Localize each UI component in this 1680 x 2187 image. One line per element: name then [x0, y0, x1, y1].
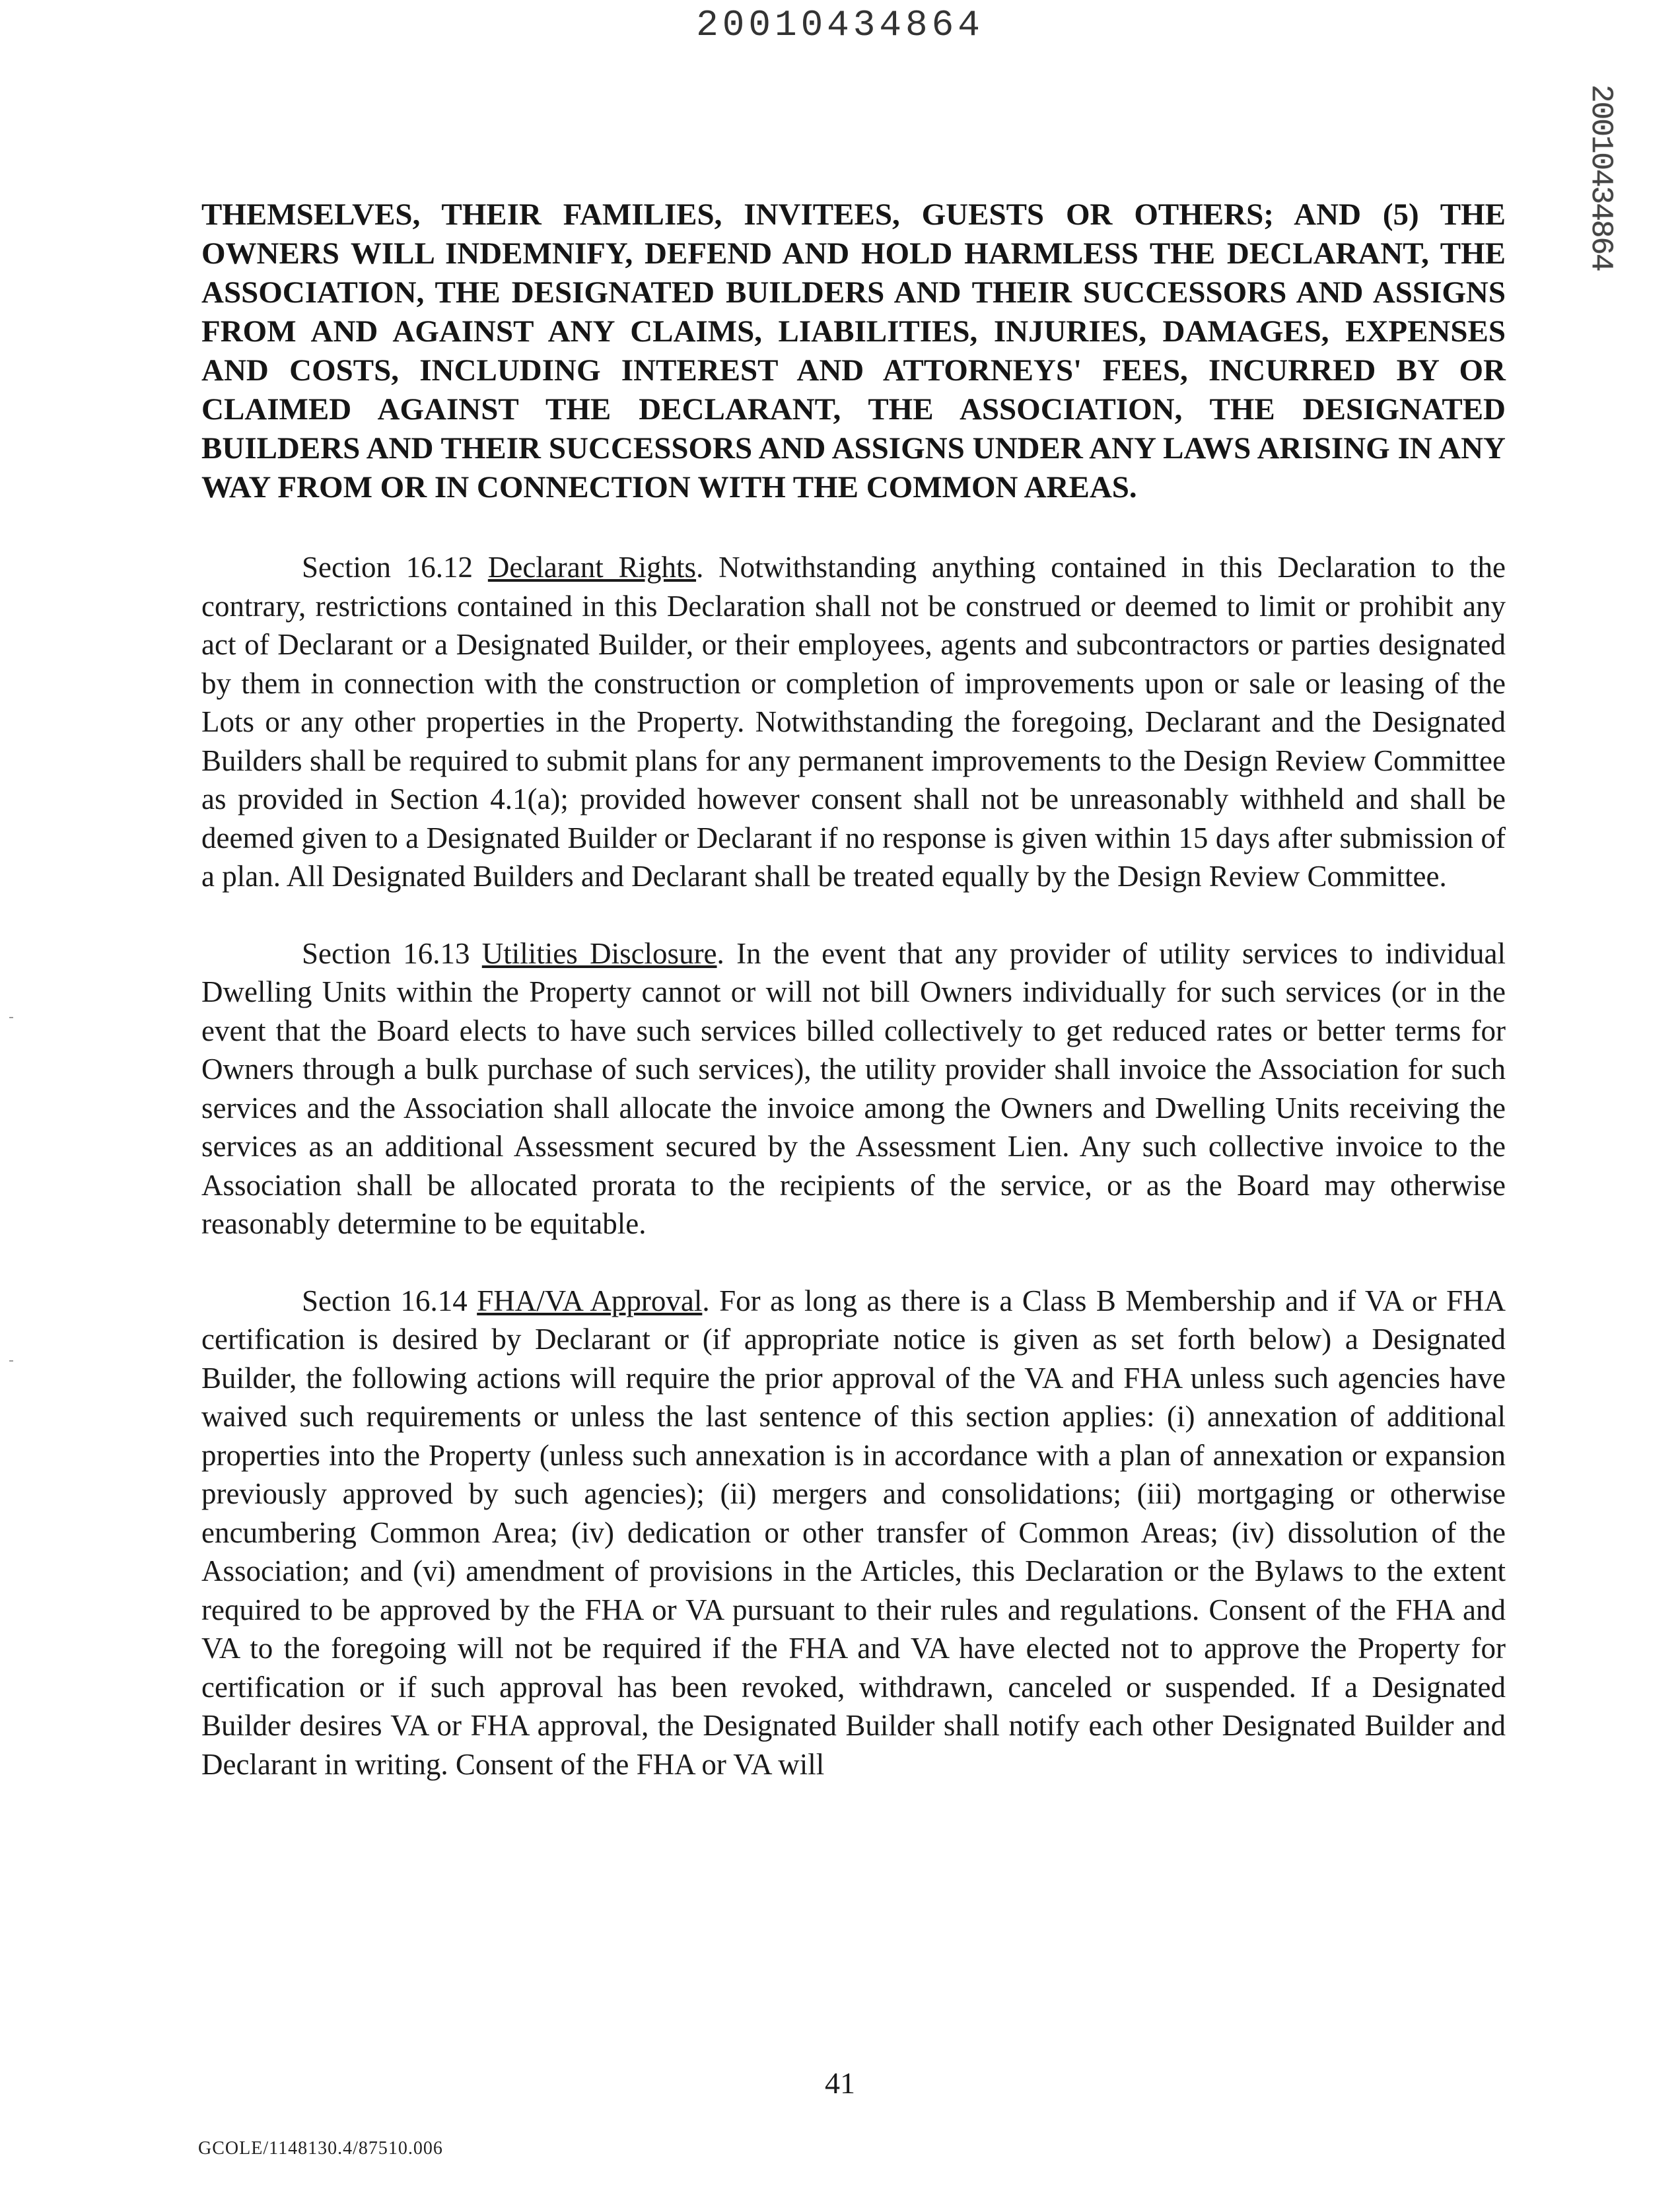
margin-tick — [9, 1360, 13, 1362]
section-title: Declarant Rights — [487, 551, 697, 584]
section-number: Section 16.14 — [302, 1284, 468, 1317]
page-body — [201, 195, 1506, 1784]
vertical-stamp — [1578, 79, 1658, 317]
section-number: Section 16.13 — [302, 936, 470, 970]
section-16-13-paragraph: Section 16.13 Utilities Disclosure. In the event that any provider of utility services to individual Dwelling Units within the Property cannot or will not bill Owners individually for such services (or in the event that the Board elects to have such services billed collectively to get reduced rates or better terms for Owners through a bulk purchase of such services), the utility provider shall invoice the Association for such services and the Association shall allocate the invoice among the Owners and Dwelling Units receiving the services as an additional Assessment secured by the Assessment Lien. Any such collective invoice to the Association shall be allocated prorata to the recipients of the service, or as the Board may otherwise reasonably determine to be equitable. — [201, 936, 1506, 1240]
section-16-14-paragraph: Section 16.14 FHA/VA Approval. For as long as there is a Class B Membership and if VA or FHA certification is desired by Declarant or (if appropriate notice is given as set forth below) a Designated Builder, the following actions will require the prior approval of the VA and FHA unless such agencies have waived such requirements or unless the last sentence of this section applies: (i) annexation of additional properties into the Property (unless such annexation is in accordance with a plan of annexation or expansion previously approved by such agencies); (ii) mergers and consolidations; (iii) mortgaging or otherwise encumbering Common Area; (iv) dedication or other transfer of Common Areas; (iv) dissolution of the Association; and (vi) amendment of provisions in the Articles, this Declaration or the Bylaws to the extent required to be approved by the FHA or VA pursuant to their rules and regulations. Consent of the FHA and VA to the foregoing will not be required if the FHA and VA have elected not to approve the Property for certification or if such approval has been revoked, withdrawn, canceled or suspended. If a Designated Builder desires VA or FHA approval, the Designated Builder shall notify each other Designated Builder and Declarant in writing. Consent of the FHA or VA will — [201, 1284, 1506, 1781]
section-text: Notwithstanding anything contained in this Declaration to the contrary, restrictions contained in this Declaration shall not be construed or deemed to limit or prohibit any act of Declarant or a Designated Builder, or their employees, agents and subcontractors or parties designated by them in connection with the construction or completion of improvements upon or sale or leasing of the Lots or any other properties in the Property. Notwithstanding the foregoing, Declarant and the Designated Builders shall be required to submit plans for any permanent improvements to the Design Review Committee as provided in Section 4.1(a); provided however consent shall not be unreasonably withheld and shall be deemed given to a Designated Builder or Declarant if no response is given within 15 days after submission of a plan. All Designated Builders and Declarant shall be treated equally by the Design Review Committee. — [201, 551, 1506, 893]
indemnity-caps-paragraph: THEMSELVES, THEIR FAMILIES, INVITEES, GUESTS OR OTHERS; AND (5) THE OWNERS WILL INDEMNIFY, DEFEND AND HOLD HARMLESS THE DECLARANT, THE ASSOCIATION, THE DESIGNATED BUILDERS AND THEIR SUCCESSORS AND ASSIGNS FROM AND AGAINST ANY CLAIMS, LIABILITIES, INJURIES, DAMAGES, EXPENSES AND COSTS, INCLUDING INTEREST AND ATTORNEYS' FEES, INCURRED BY OR CLAIMED AGAINST THE DECLARANT, THE ASSOCIATION, THE DESIGNATED BUILDERS AND THEIR SUCCESSORS AND ASSIGNS UNDER ANY LAWS ARISING IN ANY WAY FROM OR IN CONNECTION WITH THE COMMON AREAS. — [201, 197, 1506, 504]
page-number: 41 — [825, 2066, 855, 2100]
section-text: For as long as there is a Class B Membership and if VA or FHA certification is desired by Declarant or (if appropriate notice is given as set forth below) a Designated Builder, the following actions will require the prior approval of the VA and FHA unless such agencies have waived such requirements or unless the last sentence of this section applies: (i) annexation of additional properties into the Property (unless such annexation is in accordance with a plan of annexation or expansion previously approved by such agencies); (ii) mergers and consolidations; (iii) mortgaging or otherwise encumbering Common Area; (iv) dedication or other transfer of Common Areas; (iv) dissolution of the Association; and (vi) amendment of provisions in the Articles, this Declaration or the Bylaws to the extent required to be approved by the FHA or VA pursuant to their rules and regulations. Consent of the FHA and VA to the foregoing will not be required if the FHA and VA have elected not to approve the Property for certification or if such approval has been revoked, withdrawn, canceled or suspended. If a Designated Builder desires VA or FHA approval, the Designated Builder shall notify each other Designated Builder and Declarant in writing. Consent of the FHA or VA will — [201, 1284, 1506, 1781]
section-title: FHA/VA Approval — [477, 1284, 703, 1317]
margin-tick — [9, 1017, 13, 1018]
footer-file-code: GCOLE/1148130.4/87510.006 — [198, 2138, 443, 2159]
section-number: Section 16.12 — [302, 551, 473, 584]
document-number: 20010434864 — [696, 4, 984, 46]
section-text: In the event that any provider of utility services to individual Dwelling Units within the Property cannot or will not bill Owners individually for such services (or in the event that the Board elects to have such services billed collectively to get reduced rates or better terms for Owners through a bulk purchase of such services), the utility provider shall invoice the Association for such services and the Association shall allocate the invoice among the Owners and Dwelling Units receiving the services as an additional Assessment secured by the Assessment Lien. Any such collective invoice to the Association shall be allocated prorata to the recipients of the service, or as the Board may otherwise reasonably determine to be equitable. — [201, 936, 1506, 1240]
section-title: Utilities Disclosure — [481, 936, 717, 970]
section-16-12-paragraph: Section 16.12 Declarant Rights. Notwithstanding anything contained in this Declaration to the contrary, restrictions contained in this Declaration shall not be construed or deemed to limit or prohibit any act of Declarant or a Designated Builder, or their employees, agents and subcontractors or parties designated by them in connection with the construction or completion of improvements upon or sale or leasing of the Lots or any other properties in the Property. Notwithstanding the foregoing, Declarant and the Designated Builders shall be required to submit plans for any permanent improvements to the Design Review Committee as provided in Section 4.1(a); provided however consent shall not be unreasonably withheld and shall be deemed given to a Designated Builder or Declarant if no response is given within 15 days after submission of a plan. All Designated Builders and Declarant shall be treated equally by the Design Review Committee. — [201, 551, 1506, 893]
vertical-stamp-text: 20010434864 — [1584, 85, 1618, 271]
